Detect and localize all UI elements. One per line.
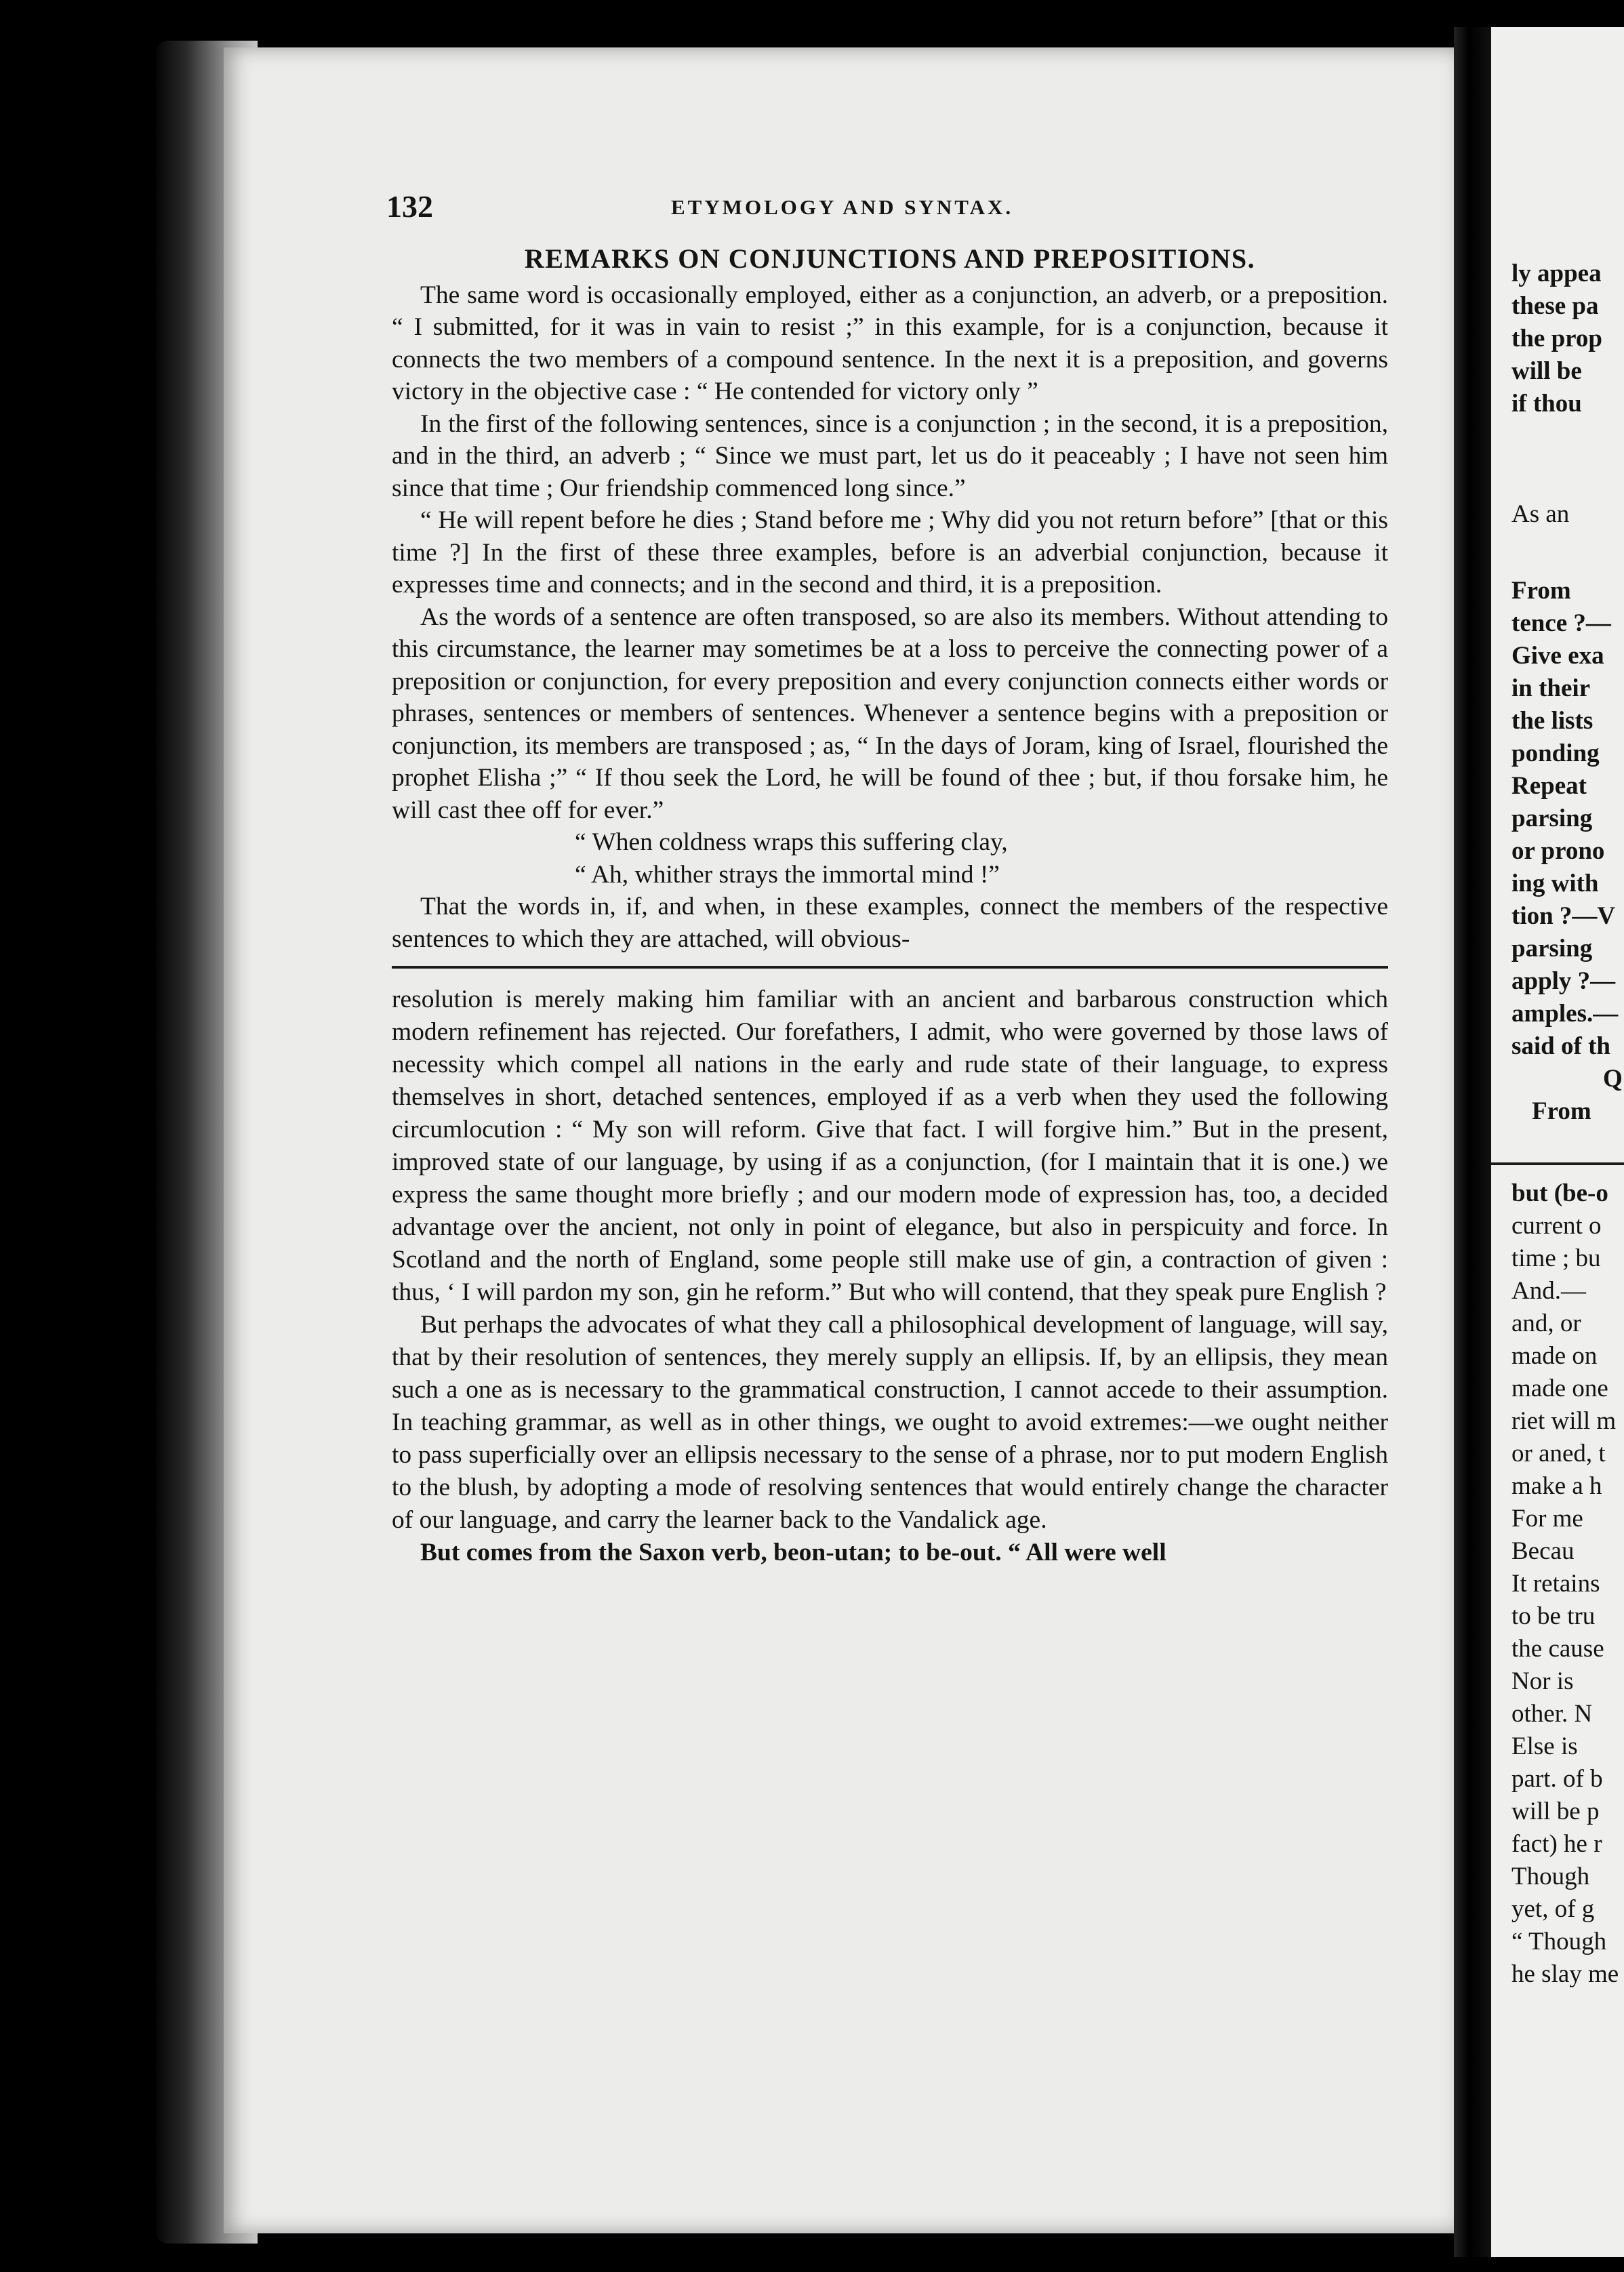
right-line: to be tru [1511,1602,1596,1630]
right-line: these pa [1511,292,1599,320]
right-line: And.— [1511,1277,1586,1305]
footnote-paragraph: resolution is merely making him familiar with an ancient and barbarous construction which modern refinement has rejected. Our forefathers, I admit, who were governed by those laws of necessity which compel all nations in the early and rude state of their language, to express themselves in short, detached sentences, employed if as a verb when they used the following circumlocution : “ My son will reform. Give that fact. I will forgive him.” But in the present, improved state of our language, by using if as a conjunction, (for I maintain that it is one.) we express the same thought more briefly ; and our modern mode of expression has, too, a decided advantage over the ancient, not only in point of elegance, but also in perspicuity and force. In Scotland and the north of England, some people still make use of gin, a contraction of given : thus, ‘ I will pardon my son, gin he reform.” But who will contend, that they speak pure English ? [392,986,1388,1306]
right-line: parsing [1511,935,1593,962]
right-line: Nor is [1511,1667,1574,1695]
right-line: yet, of g [1511,1895,1595,1923]
main-text [392,243,1388,1569]
right-line: ponding [1511,739,1600,767]
right-line: For me [1511,1505,1583,1533]
right-line: in their [1511,674,1591,702]
right-line: the lists [1511,707,1593,735]
right-line: ly appea [1511,260,1602,287]
right-line: but (be-o [1511,1179,1608,1207]
right-line: the cause [1511,1635,1604,1663]
footnote-divider [392,966,1388,969]
right-line: Else is [1511,1732,1578,1760]
right-line: the prop [1511,325,1602,352]
right-top-lines [1491,258,1602,420]
right-line: made on [1511,1342,1598,1370]
right-line: Q [1603,1065,1623,1093]
book-gutter [1454,27,1491,2257]
paragraph: As the words of a sentence are often transposed, so are also its members. Without attending to this circumstance, the learner may sometimes be at a loss to perceive the connecting power of a preposition or conjunction, for every preposition and every conjunction connects either words or phrases, sentences or members of sentences. Whenever a sentence begins with a preposition or conjunction, its members are transposed ; as, “ In the days of Joram, king of Israel, flourished the prophet Elisha ;” “ If thou seek the Lord, he will be found of thee ; but, if thou forsake him, he will cast thee off for ever.” [392,603,1388,824]
paragraph: The same word is occasionally employed, either as a conjunction, an adverb, or a preposition. “ I submitted, for it was in vain to resist ;” in this example, for is a conjunction, because it connects the two members of a compound sentence. In the next it is a preposition, and governs victory in the objective case : “ He contended for victory only ” [392,281,1388,405]
right-line: make a h [1511,1472,1602,1500]
right-page-fragment [1491,27,1624,2257]
right-line: or prono [1511,837,1605,865]
footnote-tail: But comes from the Saxon verb, beon-utan; to be-out. “ All were well [420,1539,1166,1566]
right-line: time ; bu [1511,1244,1601,1272]
right-line: will be [1511,357,1582,385]
page-number: 132 [386,189,433,224]
right-questions [1491,575,1623,1128]
right-line: Becau [1511,1537,1575,1565]
footnote [392,983,1388,1569]
right-line: amples.— [1511,1000,1619,1028]
poem-line: “ Ah, whither strays the immortal mind !” [575,860,1000,889]
right-line: part. of b [1511,1765,1603,1793]
right-line: Repeat [1511,772,1587,800]
poem-line: “ When coldness wraps this suffering clay, [575,828,1008,856]
footnote-paragraph: But perhaps the advocates of what they call a philosophical development of language, will say, that by their resolution of sentences, they merely supply an ellipsis. If, by an ellipsis, they mean such a one as is necessary to the grammatical construction, I cannot accede to their assumption. In teaching grammar, as well as in other things, we ought to avoid extremes:—we ought neither to pass superficially over an ellipsis necessary to the sense of a phrase, nor to put modern English to the blush, by adopting a mode of resolving sentences that would entirely change the character of our language, and carry the learner back to the Vandalick age. [392,1311,1388,1534]
right-line: will be p [1511,1798,1600,1825]
paragraph: That the words in, if, and when, in these examples, connect the members of the respective sentences to which they are attached, will obvious- [392,893,1388,953]
right-line: current o [1511,1212,1602,1240]
page-header [386,188,1403,229]
right-line: and, or [1511,1310,1581,1337]
right-line: ing with [1511,870,1599,897]
right-line: made one [1511,1375,1608,1402]
right-line: if thou [1511,390,1582,418]
right-line: From [1532,1097,1591,1125]
right-line: From [1511,577,1571,605]
right-mid-heading [1491,498,1569,531]
right-line: said of th [1511,1032,1610,1060]
right-line: apply ?— [1511,967,1616,995]
right-line: As an [1511,500,1570,528]
right-line: other. N [1511,1700,1593,1728]
right-line: tion ?—V [1511,902,1616,930]
right-line: “ Though [1511,1928,1607,1955]
section-heading: REMARKS ON CONJUNCTIONS AND PREPOSITIONS. [524,243,1256,274]
paragraph: “ He will repent before he dies ; Stand before me ; Why did you not return before” [that or this time ?] In the first of these three examples, before is an adverbial conjunction, because it expresses time and connects; and in the second and third, it is a preposition. [392,506,1388,599]
right-line: parsing [1511,805,1593,832]
right-footnote [1491,1177,1619,1991]
right-line: fact) he r [1511,1830,1602,1858]
right-footnote-divider [1491,1162,1624,1165]
right-line: tence ?— [1511,609,1611,637]
poem-quote [392,826,1388,891]
right-line: he slay me [1511,1960,1619,1988]
right-line: or aned, t [1511,1440,1606,1467]
running-title: ETYMOLOGY AND SYNTAX. [671,195,1014,219]
right-line: Give exa [1511,642,1604,670]
paragraph: In the first of the following sentences, since is a conjunction ; in the second, it is a preposition, and in the third, an adverb ; “ Since we must part, let us do it peaceably ; I have not seen him since that time ; Our friendship commenced long since.” [392,409,1388,502]
right-line: Though [1511,1863,1590,1890]
right-line: riet will m [1511,1407,1617,1435]
right-line: It retains [1511,1570,1600,1598]
